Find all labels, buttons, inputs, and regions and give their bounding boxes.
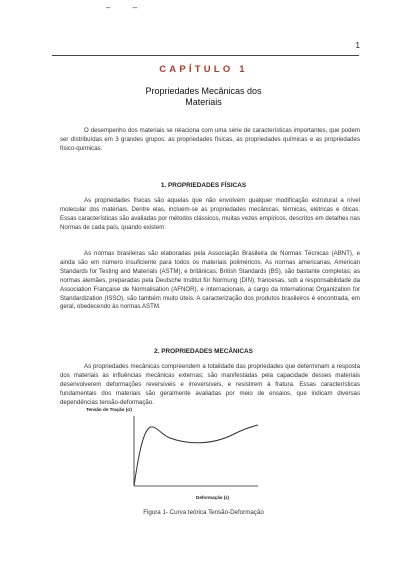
x-axis-label: Deformação (ε) [196, 495, 230, 500]
section-heading-2: 2. PROPRIEDADES MECÂNICAS [154, 348, 253, 355]
header-rule [52, 55, 359, 56]
intro-paragraph [60, 127, 360, 154]
top-marks: – – [106, 3, 148, 12]
title-line-1: Propriedades Mecânicas dos [145, 86, 262, 96]
chapter-title [0, 86, 407, 108]
page-number: 1 [355, 41, 360, 50]
section2-text-1: As propriedades mecânicas compreendem a totalidade das propriedades que determinam a resposta dos materiais às influências mecânicas externas; são manifestadas pela capacidade desses materiais desenvolverem deformações reversíveis e irreversíveis, e resistirem à fratura. Essas características fundamentais dos materiais são geralmente avaliadas por meio de ensaios, que indicam diversas dependências tensão-deformação. [60, 363, 360, 406]
stress-strain-figure [86, 404, 296, 504]
figure-caption: Figura 1- Curva teórica Tensão-Deformação [143, 509, 264, 516]
section1-paragraph-2 [60, 250, 360, 312]
section1-text-2: As normas brasileiras são elaboradas pela Associação Brasileira de Normas Técnicas (ABNT), e ainda são em número insuficiente para todos os materiais poliméricos. As normas americanas, American Standards for Testing and Materials (ASTM), e britânicas, British Standards (BS), são bastante completas; as normas alemães, preparadas pela Deutsche Institut für Normung (DIN); francesas, sob a responsabilidade da Association Française de Normalisation (AFNOR), e internacionais, a cargo da International Organization for Standardization (ISSO), são também muito úteis. A caracterização dos produtos brasileiros é encontrada, em geral, obedecendo às normas ASTM. [60, 250, 360, 311]
section2-paragraph-1 [60, 363, 360, 408]
section1-text-1: As propriedades físicas são aquelas que não envolvem qualquer modificação estrutural a nível molecular dos materiais. Dentre elas, incluem-se as propriedades mecânicas, térmicas, elétricas e óticas. Essas características são avaliadas por métodos clássicos, muitas vezes empíricos, descritos em detalhes nas Normas de cada país, quando existem. [60, 197, 360, 231]
section1-paragraph-1 [60, 197, 360, 233]
section-heading-1: 1. PROPRIEDADES FÍSICAS [160, 182, 247, 189]
chapter-label: CAPÍTULO 1 [159, 64, 248, 75]
y-axis-label: Tensão de Tração (σ) [86, 407, 132, 412]
title-line-2: Materiais [185, 97, 222, 107]
stress-strain-curve [134, 425, 258, 486]
intro-text: O desempenho dos materiais se relaciona com uma série de características importantes, que podem ser distribuídas em 3 grandes grupos: as propriedades físicas, as propriedades químicas e as propriedades físico-químicas. [60, 127, 360, 152]
